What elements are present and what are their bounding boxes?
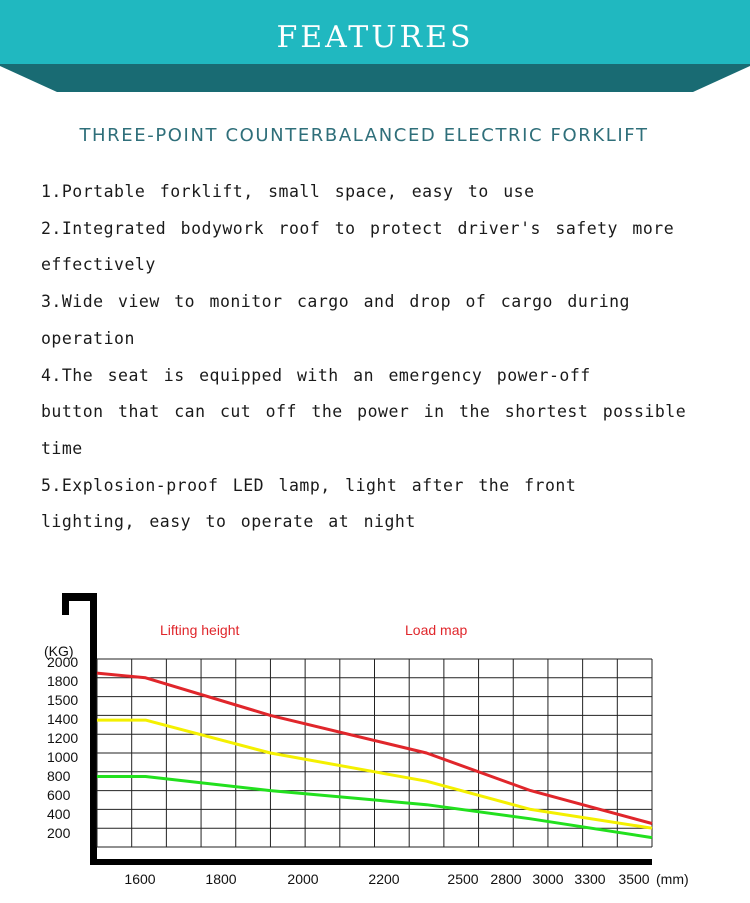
load-chart xyxy=(0,585,750,903)
banner-dark-band xyxy=(0,64,750,92)
chart-title-left: Lifting height xyxy=(160,622,240,638)
feature-list xyxy=(41,174,731,541)
x-axis-label: (mm) xyxy=(656,871,689,887)
features-banner xyxy=(0,0,750,94)
load-chart-svg xyxy=(0,585,750,903)
feature-line: effectively xyxy=(41,255,156,275)
y-tick-label: 600 xyxy=(47,787,71,803)
y-tick-labels xyxy=(47,654,78,841)
feature-line: time xyxy=(41,438,83,458)
x-tick-label: 2800 xyxy=(490,871,522,887)
y-axis-label: (KG) xyxy=(44,643,74,659)
y-tick-label: 1000 xyxy=(47,749,79,765)
feature-line: 3.Wide view to monitor cargo and drop of cargo during xyxy=(41,292,630,312)
feature-line: button that can cut off the power in the shortest possible xyxy=(41,402,687,422)
x-tick-label: 3500 xyxy=(618,871,650,887)
y-tick-label: 1800 xyxy=(47,673,79,689)
x-tick-label: 3000 xyxy=(532,871,564,887)
x-tick-label: 2500 xyxy=(447,871,479,887)
y-tick-label: 400 xyxy=(47,806,71,822)
feature-line: lighting, easy to operate at night xyxy=(41,512,416,532)
x-tick-label: 3300 xyxy=(574,871,606,887)
x-tick-label: 1600 xyxy=(124,871,156,887)
feature-line: 1.Portable forklift, small space, easy to use xyxy=(41,182,535,201)
y-tick-label: 1200 xyxy=(47,730,79,746)
y-tick-label: 200 xyxy=(47,825,71,841)
x-tick-labels xyxy=(124,871,649,887)
x-tick-label: 1800 xyxy=(205,871,237,887)
feature-line: 5.Explosion-proof LED lamp, light after the front xyxy=(41,475,577,495)
feature-line: 4.The seat is equipped with an emergency power-off xyxy=(41,365,591,385)
product-subtitle: THREE-POINT COUNTERBALANCED ELECTRIC FORKLIFT xyxy=(79,125,649,146)
chart-title-right: Load map xyxy=(405,622,468,638)
feature-line: operation xyxy=(41,328,135,348)
x-tick-label: 2200 xyxy=(368,871,400,887)
banner-title: FEATURES xyxy=(276,20,474,55)
y-tick-label: 800 xyxy=(47,768,71,784)
feature-line: 2.Integrated bodywork roof to protect driver's safety more xyxy=(41,218,675,238)
x-tick-label: 2000 xyxy=(287,871,319,887)
y-tick-label: 1500 xyxy=(47,692,79,708)
y-tick-label: 1400 xyxy=(47,711,79,727)
y-tick-label: 2000 xyxy=(47,654,79,670)
